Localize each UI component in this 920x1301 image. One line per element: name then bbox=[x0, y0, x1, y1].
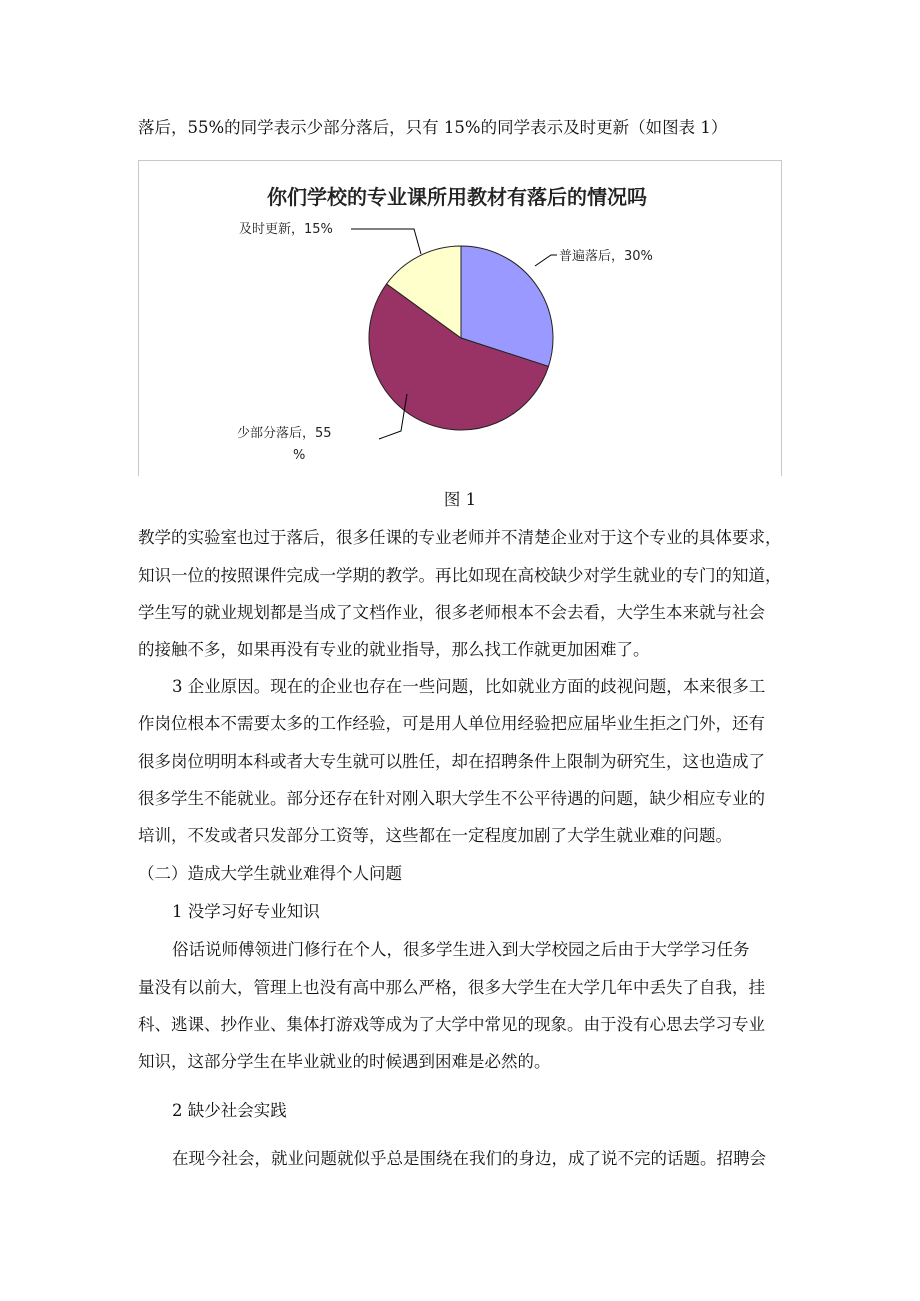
chart-title: 你们学校的专业课所用教材有落后的情况吗 bbox=[267, 185, 647, 209]
paragraph-line: 学生写的就业规划都是当成了文档作业，很多老师根本不会去看，大学生本来就与社会 bbox=[138, 603, 765, 622]
label-partial-line2: % bbox=[293, 448, 306, 463]
paragraph-line: 作岗位根本不需要太多的工作经验，可是用人单位用经验把应届毕业生拒之门外，还有 bbox=[138, 714, 765, 733]
paragraph-line: 科、逃课、抄作业、集体打游戏等成为了大学中常见的现象。由于没有心思去学习专业 bbox=[138, 1015, 765, 1034]
paragraph-line: 在现今社会，就业问题就似乎总是围绕在我们的身边，成了说不完的话题。招聘会 bbox=[172, 1149, 766, 1168]
pie-chart bbox=[138, 160, 782, 476]
leader-line-timely bbox=[351, 229, 421, 254]
paragraph-line: 3 企业原因。现在的企业也存在一些问题，比如就业方面的歧视问题，本来很多工 bbox=[172, 677, 766, 696]
figure-caption: 图 1 bbox=[443, 490, 477, 509]
label-partial-line1: 少部分落后，55 bbox=[237, 426, 332, 441]
paragraph-line: 很多学生不能就业。部分还存在针对刚入职大学生不公平待遇的问题，缺少相应专业的 bbox=[138, 789, 765, 808]
subheading-2: 2 缺少社会实践 bbox=[172, 1101, 287, 1120]
paragraph-line: 很多岗位明明本科或者大专生就可以胜任，却在招聘条件上限制为研究生，这也造成了 bbox=[138, 752, 765, 771]
subheading-1: 1 没学习好专业知识 bbox=[172, 902, 320, 921]
paragraph-line: 教学的实验室也过于落后，很多任课的专业老师并不清楚企业对于这个专业的具体要求， bbox=[138, 528, 782, 547]
pie-chart-svg bbox=[139, 161, 783, 477]
leader-line-common bbox=[535, 255, 557, 266]
paragraph-line: 知识一位的按照课件完成一学期的教学。再比如现在高校缺少对学生就业的专门的知道， bbox=[138, 566, 782, 585]
paragraph-line: 知识，这部分学生在毕业就业的时候遇到困难是必然的。 bbox=[138, 1052, 551, 1071]
paragraph-line: 培训，不发或者只发部分工资等，这些都在一定程度加剧了大学生就业难的问题。 bbox=[138, 826, 732, 845]
paragraph-line: 俗话说师傅领进门修行在个人，很多学生进入到大学校园之后由于大学学习任务 bbox=[172, 940, 750, 959]
paragraph-line: 量没有以前大，管理上也没有高中那么严格，很多大学生在大学几年中丢失了自我，挂 bbox=[138, 978, 765, 997]
label-common: 普遍落后，30% bbox=[559, 249, 653, 264]
intro-line: 落后，55%的同学表示少部分落后，只有 15%的同学表示及时更新（如图表 1） bbox=[138, 118, 728, 137]
label-timely: 及时更新，15% bbox=[239, 222, 333, 237]
section-heading: （二）造成大学生就业难得个人问题 bbox=[138, 864, 402, 883]
paragraph-line: 的接触不多，如果再没有专业的就业指导，那么找工作就更加困难了。 bbox=[138, 640, 650, 659]
